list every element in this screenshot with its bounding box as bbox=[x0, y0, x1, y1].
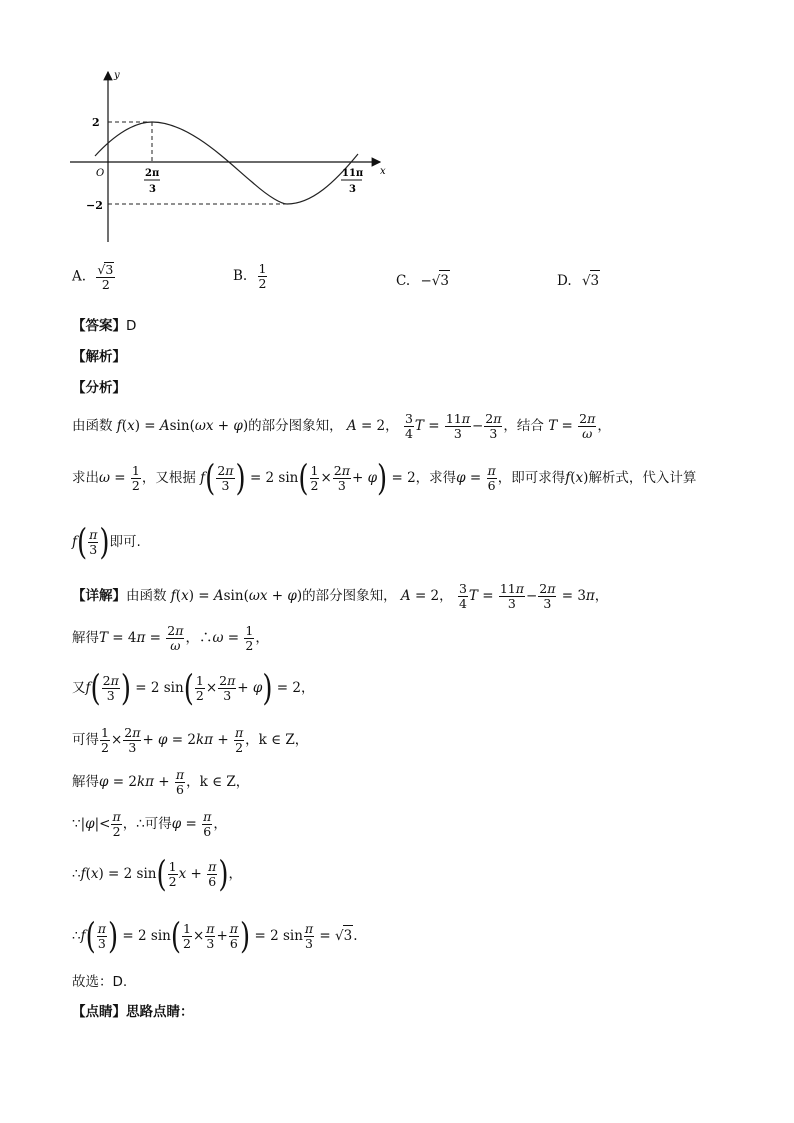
detail-l6-c: ∴可得 bbox=[136, 816, 172, 832]
analysis-l1-b: 的部分图象知， bbox=[248, 418, 343, 434]
detail-line-2: 解得T = 4π = $\frac{2\pi}{\omega}$ ，∴ω = $\frac{1}{2}$ ， bbox=[72, 623, 269, 653]
analysis-l2-c: 求得 bbox=[429, 470, 457, 486]
tick2-den: 3 bbox=[349, 184, 356, 195]
analysis-line-2: 求出ω = $\frac{1}{2}$ ，又根据 f( $\frac{2\pi}{3}$ ) = 2 sin( $\frac{1}{2}$ × $\frac{2\pi}{3}$ + φ) = 2，求得φ = $\frac{\pi}{6}$ ，即可求得f(x)解析式，代入计算 bbox=[72, 458, 697, 499]
detail-l5-b: k ∈ Z， bbox=[199, 774, 250, 790]
option-a[interactable] bbox=[72, 262, 116, 292]
option-a-den: 2 bbox=[101, 277, 110, 292]
xiangjie-heading: 【详解】 bbox=[72, 588, 126, 604]
option-a-letter: A. bbox=[72, 268, 87, 285]
option-b[interactable] bbox=[233, 262, 268, 291]
option-b-num: 1 bbox=[258, 261, 267, 276]
option-b-den: 2 bbox=[258, 276, 267, 291]
fenxi-heading: 【分析】 bbox=[72, 380, 126, 396]
tick1-num: 2π bbox=[145, 168, 160, 179]
option-c-sign: − bbox=[420, 273, 432, 289]
analysis-l1-a: 由函数 bbox=[72, 418, 113, 434]
answer-line bbox=[72, 316, 136, 336]
option-d-radicand: 3 bbox=[590, 270, 601, 291]
dianjing-text: 思路点睛： bbox=[126, 1004, 194, 1020]
analysis-line-3: f( $\frac{\pi}{3}$ )即可. bbox=[72, 522, 141, 563]
detail-line-9: 故选：D. bbox=[72, 974, 128, 990]
option-c-radicand: 3 bbox=[439, 270, 450, 291]
answer-value: D bbox=[126, 318, 137, 334]
origin-label: O bbox=[96, 168, 105, 179]
detail-line-5: 解得φ = 2kπ + $\frac{\pi}{6}$ ，k ∈ Z， bbox=[72, 767, 250, 797]
detail-l2-a: 解得 bbox=[72, 630, 99, 646]
option-b-fraction bbox=[258, 262, 268, 291]
detail-l1-b: 的部分图象知， bbox=[302, 588, 397, 604]
option-a-fraction: $\frac{√3}{2}$ bbox=[97, 262, 114, 292]
analysis-l2-d: 即可求得 bbox=[511, 470, 566, 486]
detail-line-6: ∵|φ|< $\frac{\pi}{2}$ ，∴可得φ = $\frac{\pi}{6}$ ， bbox=[72, 809, 227, 839]
detail-line-3: 又f( $\frac{2\pi}{3}$ ) = 2 sin( $\frac{1}{2}$ × $\frac{2\pi}{3}$ + φ) = 2， bbox=[72, 668, 315, 709]
detail-l6-b: |< bbox=[94, 816, 111, 832]
y-axis-label: y bbox=[114, 70, 120, 81]
detail-l4-b: k ∈ Z， bbox=[258, 732, 309, 748]
detail-line-1: 【详解】由函数 f(x) = Asin(ωx + φ)的部分图象知， A = 2， $\frac{3}{4}$ T = $\frac{11\pi}{3}$ − $\frac{2\pi}{3}$ = 3π， bbox=[72, 581, 609, 611]
tick2-num: 11π bbox=[342, 168, 364, 179]
answer-label: 【答案】 bbox=[72, 318, 126, 334]
analysis-l1-c: 结合 bbox=[516, 418, 544, 434]
jiexi-heading: 【解析】 bbox=[72, 349, 126, 365]
detail-l4-a: 可得 bbox=[72, 732, 99, 748]
analysis-line-1: 由函数 f(x) = Asin(ωx + φ)的部分图象知， A = 2， $\frac{3}{4}$ T = $\frac{11\pi}{3}$ − $\frac{2\pi}{3}$ ，结合 T = $\frac{2\pi}{\omega}$ ， bbox=[72, 411, 611, 441]
option-c[interactable]: C. −√3 bbox=[396, 270, 450, 291]
option-b-letter: B. bbox=[233, 268, 248, 284]
x-axis-label: x bbox=[380, 166, 386, 177]
detail-l6-a: ∵| bbox=[72, 816, 86, 832]
sine-curve bbox=[95, 122, 358, 204]
y-max-label: 2 bbox=[92, 116, 100, 129]
option-c-letter: C. bbox=[396, 273, 411, 289]
option-d-letter: D. bbox=[557, 273, 572, 289]
tick1-den: 3 bbox=[149, 184, 156, 195]
dianjing-heading: 【点睛】 bbox=[72, 1004, 126, 1020]
option-a-radicand: 3 bbox=[105, 262, 114, 277]
detail-l1-a: 由函数 bbox=[126, 588, 167, 604]
analysis-l2-e: 解析式，代入计算 bbox=[588, 470, 697, 486]
analysis-l2-a: 求出 bbox=[72, 470, 99, 486]
dianjing-line bbox=[72, 1002, 194, 1022]
detail-l3-a: 又 bbox=[72, 680, 86, 696]
detail-line-8: ∴f( $\frac{\pi}{3}$ ) = 2 sin( $\frac{1}{2}$ × $\frac{\pi}{3}$ + $\frac{\pi}{6}$ ) = 2 sin $\frac{\pi}{3}$ = √3. bbox=[72, 916, 358, 957]
sine-graph bbox=[60, 64, 400, 249]
analysis-l3-a: 即可. bbox=[109, 534, 141, 550]
analysis-l2-b: 又根据 bbox=[155, 470, 196, 486]
y-min-label: −2 bbox=[86, 199, 103, 212]
detail-line-7: ∴f(x) = 2 sin( $\frac{1}{2}$ x + $\frac{\pi}{6}$ )， bbox=[72, 854, 242, 895]
detail-line-4: 可得 $\frac{1}{2}$ × $\frac{2\pi}{3}$ + φ = 2kπ + $\frac{\pi}{2}$ ，k ∈ Z， bbox=[72, 725, 309, 755]
detail-l5-a: 解得 bbox=[72, 774, 99, 790]
option-d[interactable]: D. √3 bbox=[557, 270, 600, 291]
